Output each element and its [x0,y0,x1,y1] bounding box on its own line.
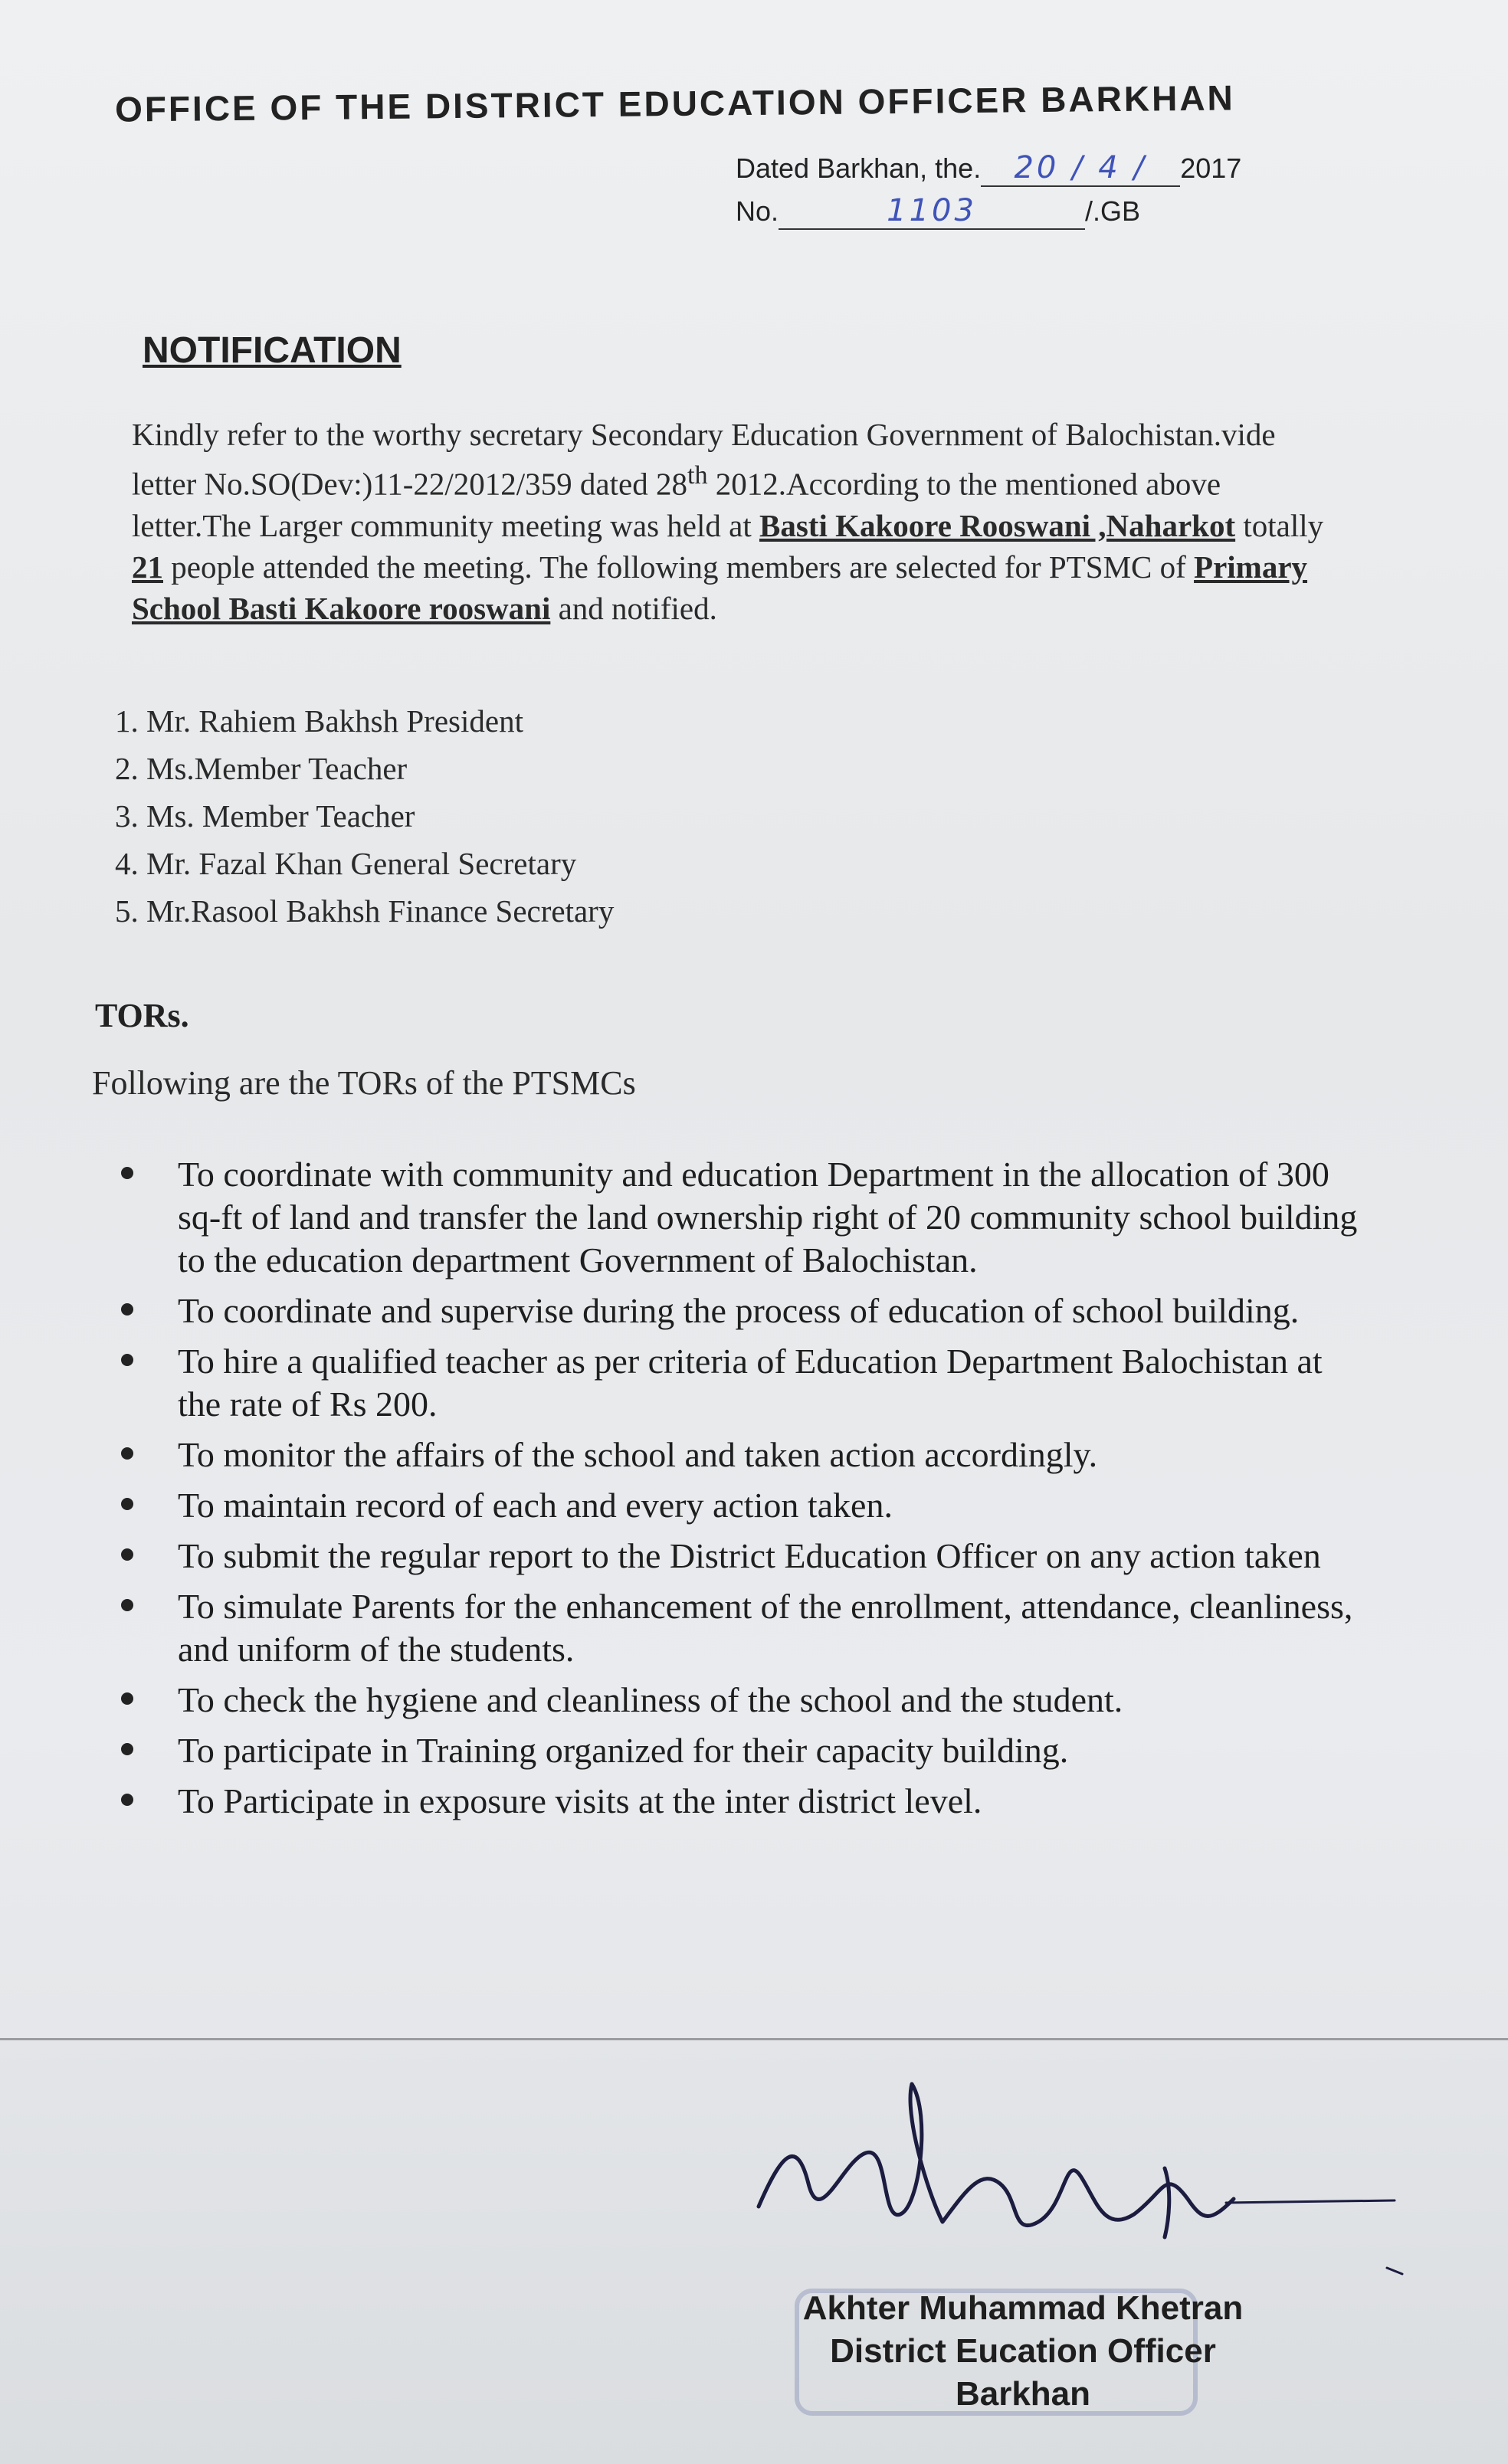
bullet-icon [121,1498,133,1510]
paragraph-text-4: people attended the meeting. The following members are selected for PTSMC of [163,549,1195,585]
number-suffix: /.GB [1085,195,1141,227]
member-item: 2. Ms.Member Teacher [115,751,408,786]
dated-year: 2017 [1180,152,1242,184]
tors-intro: Following are the TORs of the PTSMCs [92,1064,636,1102]
tor-item [115,1729,1372,1772]
member-item: 5. Mr.Rasool Bakhsh Finance Secretary [115,893,615,929]
bullet-icon [121,1692,133,1705]
handwritten-number: 1103 [887,193,977,228]
paragraph-text-1: Kindly refer to the worthy secretary Secondary Education Government of Balochistan.vide letter No.SO(Dev:)11-22/2012/359 dated 28 [132,417,1276,502]
attendee-count: 21 [132,549,163,585]
tor-item [115,1535,1372,1578]
tor-text: To submit the regular report to the District Education Officer on any action taken [178,1536,1321,1575]
tor-text: To simulate Parents for the enhancement of the enrollment, attendance, cleanliness, and uniform of the students. [178,1587,1353,1669]
tor-item [115,1679,1372,1722]
school-name: Primary School Basti Kakoore rooswani [132,549,1308,626]
tor-item [115,1484,1372,1527]
bullet-icon [121,1548,133,1561]
dated-line [736,150,1241,187]
tor-item [115,1153,1372,1282]
bullet-icon [121,1743,133,1755]
number-label: No. [736,195,779,227]
meeting-place: Basti Kakoore Rooswani ,Naharkot [759,507,1236,543]
bullet-icon [121,1303,133,1316]
tor-text: To coordinate with community and education Department in the allocation of 300 sq-ft of land and transfer the land ownership right of 20 community school building to the education department Government of Balochistan. [178,1155,1358,1280]
tor-text: To monitor the affairs of the school and taken action accordingly. [178,1435,1098,1474]
paragraph-text-5: and notified. [550,590,717,626]
office-header: OFFICE OF THE DISTRICT EDUCATION OFFICER BARKHAN [114,77,1235,129]
paragraph-text-2: 2012.According to the mentioned above letter.The Larger community meeting was held at [132,466,1221,543]
tor-item [115,1434,1372,1476]
paragraph-text-3: totally [1235,507,1324,543]
tor-text: To participate in Training organized for their capacity building. [178,1731,1069,1770]
signature-scribble [736,2069,1425,2321]
tor-item [115,1585,1372,1671]
members-list [115,697,614,935]
tor-text: To check the hygiene and cleanliness of the school and the student. [178,1680,1123,1719]
notification-paragraph [132,414,1342,629]
notification-heading: NOTIFICATION [143,330,402,371]
member-item: 1. Mr. Rahiem Bakhsh President [115,703,523,739]
member-item: 3. Ms. Member Teacher [115,798,415,834]
tor-text: To maintain record of each and every action taken. [178,1486,893,1525]
signatory-place: Barkhan [955,2375,1091,2413]
bullet-icon [121,1354,133,1366]
bullet-icon [121,1167,133,1179]
bullet-icon [121,1794,133,1806]
tor-item [115,1289,1372,1332]
signatory-name: Akhter Muhammad Khetran [802,2289,1244,2327]
dated-label: Dated Barkhan, the. [736,152,982,184]
tor-text: To coordinate and supervise during the process of education of school building. [178,1291,1300,1330]
signatory-title: District Eucation Officer [830,2332,1216,2370]
handwritten-date: 20 / 4 / [1014,150,1147,185]
bullet-icon [121,1599,133,1611]
date-superscript: th [687,461,708,490]
bullet-icon [121,1447,133,1460]
tor-text: To Participate in exposure visits at the inter district level. [178,1781,982,1820]
member-item: 4. Mr. Fazal Khan General Secretary [115,846,577,881]
tor-text: To hire a qualified teacher as per criteria of Education Department Balochistan at the rate of Rs 200. [178,1342,1323,1424]
signatory-block [747,2287,1299,2416]
reference-number-line [736,193,1140,230]
tor-item [115,1780,1372,1823]
tors-list [115,1153,1372,1830]
tors-heading: TORs. [95,997,189,1034]
tor-item [115,1340,1372,1426]
